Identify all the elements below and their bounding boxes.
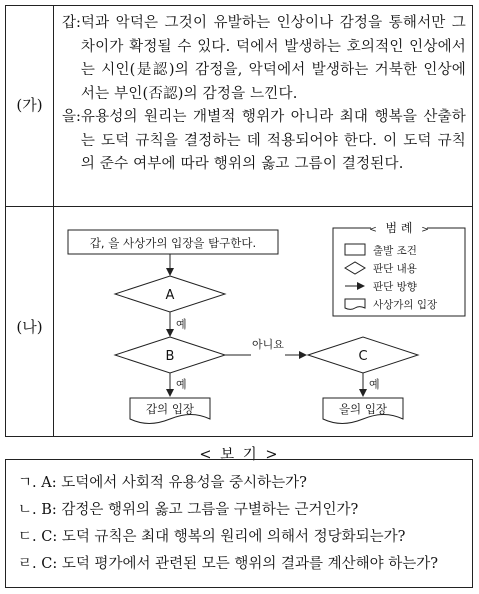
bogi-item: ㄹ. C: 도덕 평가에서 관련된 모든 행위의 결과를 계산해야 하는가? [18,556,439,572]
bogi-item: ㄱ. A: 도덕에서 사회적 유용성을 중시하는가? [18,475,307,491]
passage-ga [62,12,466,177]
yes-label-a: 예 [176,318,187,331]
result-right-text: 을의 입장 [338,402,388,416]
result-left-text: 갑의 입장 [145,402,195,416]
section-label-na: (나) [16,318,43,336]
speaker-paragraph-eul [62,106,466,177]
start-condition-text: 갑, 을 사상가의 입장을 탐구한다. [89,236,257,250]
legend-deco: < [369,225,377,235]
bogi-item: ㄷ. C: 도덕 규칙은 최대 행복의 원리에 의해서 정당화되는가? [18,529,406,545]
passage-table [5,5,473,437]
bogi-box [5,459,473,588]
speaker-paragraph-gap [62,12,466,106]
legend-item: 판단 내용 [373,263,417,275]
label-column [6,6,54,436]
yes-label-b: 예 [176,378,187,391]
node-c-label: C [358,349,368,364]
speaker-label: 갑: [62,15,81,31]
bogi-item: ㄴ. B: 감정은 행위의 옳고 그름을 구별하는 근거인가? [18,502,359,518]
speaker-label: 을: [62,109,81,125]
section-label-ga: (가) [16,96,43,114]
bogi-title: < 보 기 > [199,447,280,463]
speaker-text: 유용성의 원리는 개별적 행위가 아니라 최대 행복을 산출하는 도덕 규칙을 결정하는 데 적용되어야 한다. 이 도덕 규칙의 준수 여부에 따라 행위의 옳고 그름이 결정된다. [80,109,466,172]
legend-deco: > [421,225,429,235]
flowchart [53,207,472,437]
legend-item: 판단 방향 [373,281,417,293]
no-label: 아니요 [252,338,284,351]
legend-title: 범 례 [385,221,413,235]
legend-item: 출발 조건 [373,245,417,257]
node-b-label: B [165,349,175,364]
speaker-text: 덕과 악덕은 그것이 유발하는 인상이나 감정을 통해서만 그 차이가 확정될 수 있다. 덕에서 발생하는 호의적인 인상에서는 시인(是認)의 감정을, 악덕에서 발생하는 거북한 인상에서는 부인(否認)의 감정을 느낀다. [80,15,466,102]
node-a-label: A [165,288,175,303]
legend-item: 사상가의 입장 [373,299,438,311]
yes-label-c: 예 [369,378,380,391]
legend-icon-rect [345,244,365,255]
